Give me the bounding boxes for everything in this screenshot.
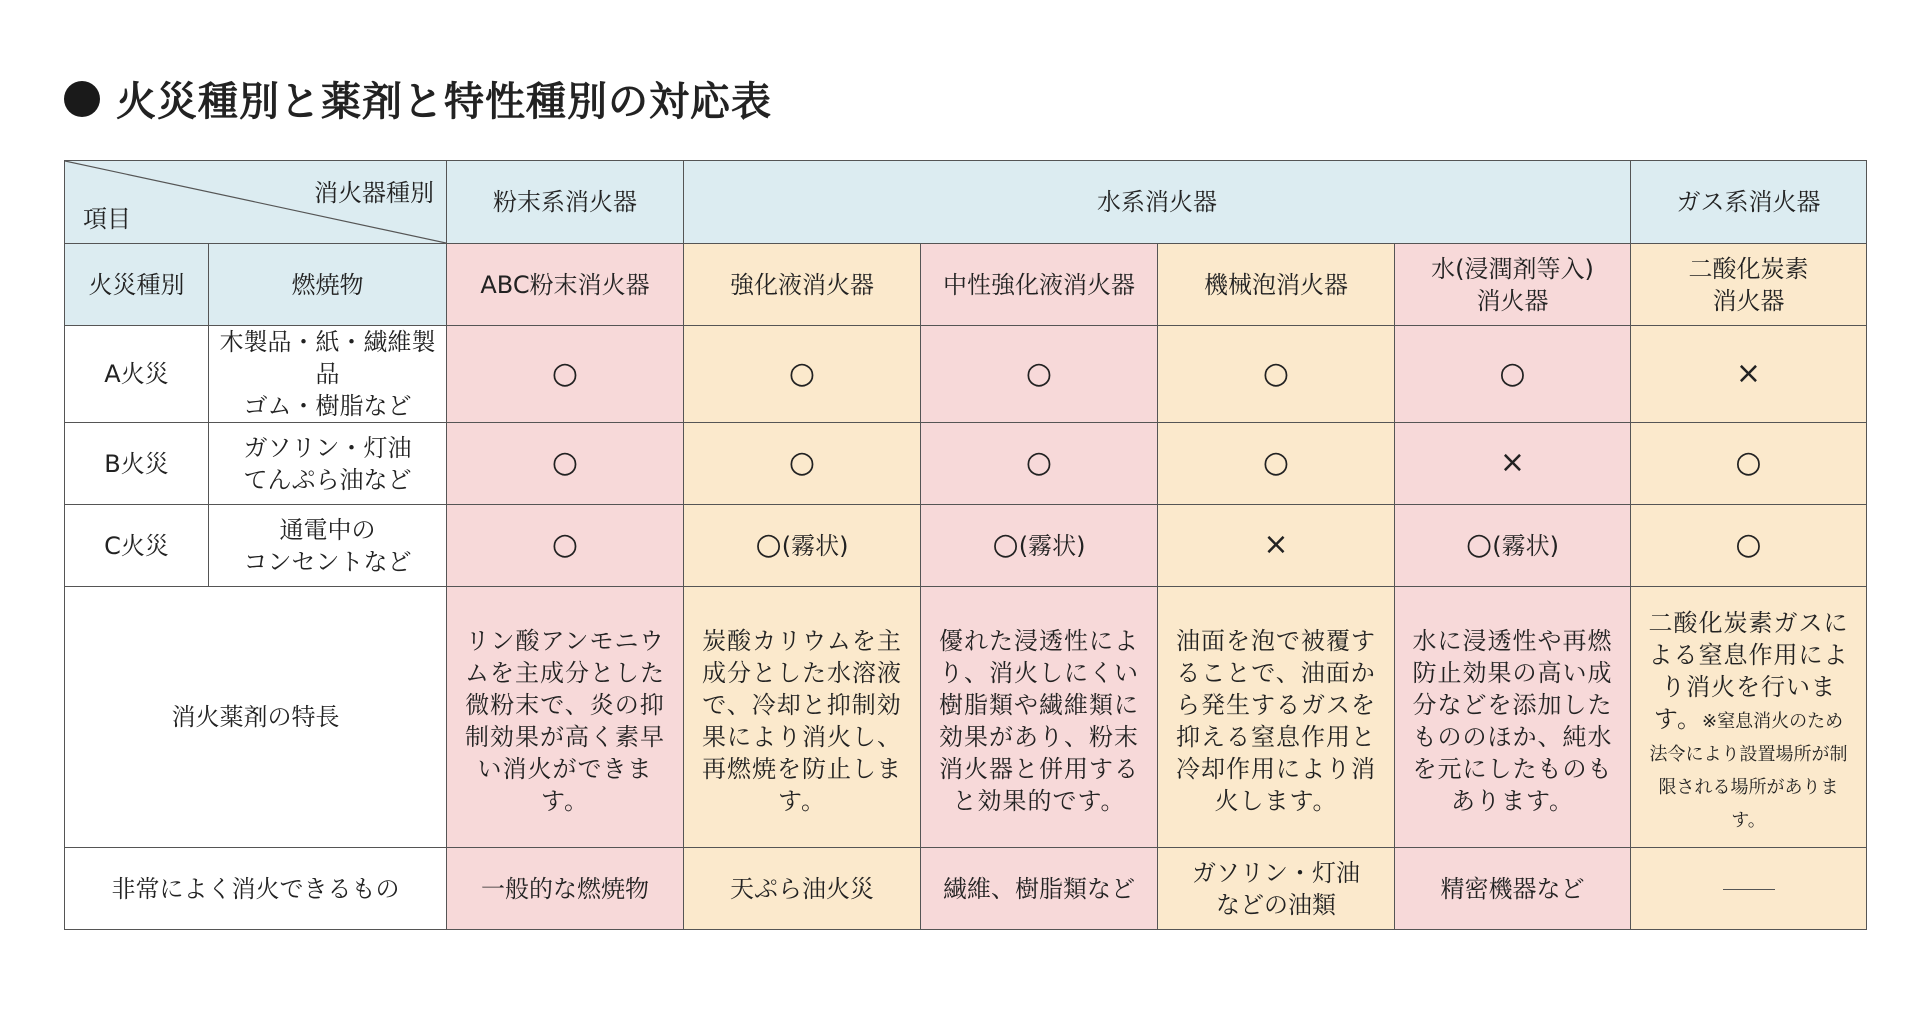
page-title — [64, 70, 772, 127]
mark-cell: × — [1631, 326, 1867, 423]
feature-text: 水に浸透性や再燃防止効果の高い成分などを添加したもののほか、純水を元にしたものもあります。 — [1395, 587, 1631, 848]
fire-type-c: C火災 — [65, 505, 209, 587]
best-item: 一般的な燃焼物 — [447, 848, 684, 930]
fire-type-a: A火災 — [65, 326, 209, 423]
mark-cell: ○ — [684, 423, 921, 505]
features-label: 消火薬剤の特長 — [65, 587, 447, 848]
combustible-header: 燃焼物 — [209, 244, 447, 326]
best-item: 精密機器など — [1395, 848, 1631, 930]
feature-co2-cell — [1631, 587, 1867, 848]
feature-text: 優れた浸透性により、消火しにくい樹脂類や繊維類に効果があり、粉末消火器と併用すると効果的です。 — [921, 587, 1158, 848]
table-row — [65, 505, 1867, 587]
best-item: 繊維、樹脂類など — [921, 848, 1158, 930]
mark-cell: ○ — [1158, 326, 1395, 423]
feature-text: 炭酸カリウムを主成分とした水溶液で、冷却と抑制効果により消火し、再燃焼を防止します。 — [684, 587, 921, 848]
ext-co2: 二酸化炭素 消火器 — [1631, 244, 1867, 326]
feature-text: 二酸化炭素ガスによる窒息作用により消火を行います。 — [1648, 609, 1849, 733]
bullet-icon — [64, 81, 100, 117]
mark-cell: ○ — [1395, 326, 1631, 423]
diag-bottom-label: 項目 — [83, 205, 131, 233]
feature-text: リン酸アンモニウムを主成分とした微粉末で、炎の抑制効果が高く素早い消火ができます。 — [447, 587, 684, 848]
best-item: 天ぷら油火災 — [684, 848, 921, 930]
best-item-none — [1631, 848, 1867, 930]
mark-cell: ○ — [1631, 505, 1867, 587]
fire-type-header: 火災種別 — [65, 244, 209, 326]
table-row — [65, 326, 1867, 423]
material-b: ガソリン・灯油 てんぷら油など — [209, 423, 447, 505]
table-row — [65, 423, 1867, 505]
material-a: 木製品・紙・繊維製品 ゴム・樹脂など — [209, 326, 447, 423]
mark-cell: ○ — [921, 423, 1158, 505]
mark-cell: ○(霧状) — [1395, 505, 1631, 587]
features-row — [65, 587, 1867, 848]
mark-cell: ○(霧状) — [921, 505, 1158, 587]
feature-note: ※窒息消火のため法令により設置場所が制限される場所があります。 — [1649, 711, 1848, 831]
mark-cell: ○ — [1631, 423, 1867, 505]
extinguisher-header-row — [65, 244, 1867, 326]
mark-cell: ○ — [447, 505, 684, 587]
ext-abc-powder: ABC粉末消火器 — [447, 244, 684, 326]
material-c: 通電中の コンセントなど — [209, 505, 447, 587]
group-water: 水系消火器 — [684, 161, 1631, 244]
fire-type-b: B火災 — [65, 423, 209, 505]
diag-top-label: 消火器種別 — [314, 179, 434, 207]
ext-strengthened-liquid: 強化液消火器 — [684, 244, 921, 326]
mark-cell: ○ — [684, 326, 921, 423]
title-text: 火災種別と薬剤と特性種別の対応表 — [116, 79, 772, 125]
fire-type-table — [64, 160, 1867, 930]
ext-water: 水(浸潤剤等入) 消火器 — [1395, 244, 1631, 326]
mark-cell: ○ — [447, 423, 684, 505]
diagonal-header-cell — [65, 161, 447, 244]
best-item: ガソリン・灯油 などの油類 — [1158, 848, 1395, 930]
ext-mechanical-foam: 機械泡消火器 — [1158, 244, 1395, 326]
ext-neutral-strengthened-liquid: 中性強化液消火器 — [921, 244, 1158, 326]
group-header-row — [65, 161, 1867, 244]
mark-cell: ○(霧状) — [684, 505, 921, 587]
mark-cell: × — [1158, 505, 1395, 587]
dash-line — [1723, 889, 1775, 890]
best-label: 非常によく消火できるもの — [65, 848, 447, 930]
best-row — [65, 848, 1867, 930]
mark-cell: ○ — [1158, 423, 1395, 505]
group-gas: ガス系消火器 — [1631, 161, 1867, 244]
mark-cell: ○ — [447, 326, 684, 423]
mark-cell: ○ — [921, 326, 1158, 423]
mark-cell: × — [1395, 423, 1631, 505]
feature-text: 油面を泡で被覆することで、油面から発生するガスを抑える窒息作用と冷却作用により消火します。 — [1158, 587, 1395, 848]
group-powder: 粉末系消火器 — [447, 161, 684, 244]
